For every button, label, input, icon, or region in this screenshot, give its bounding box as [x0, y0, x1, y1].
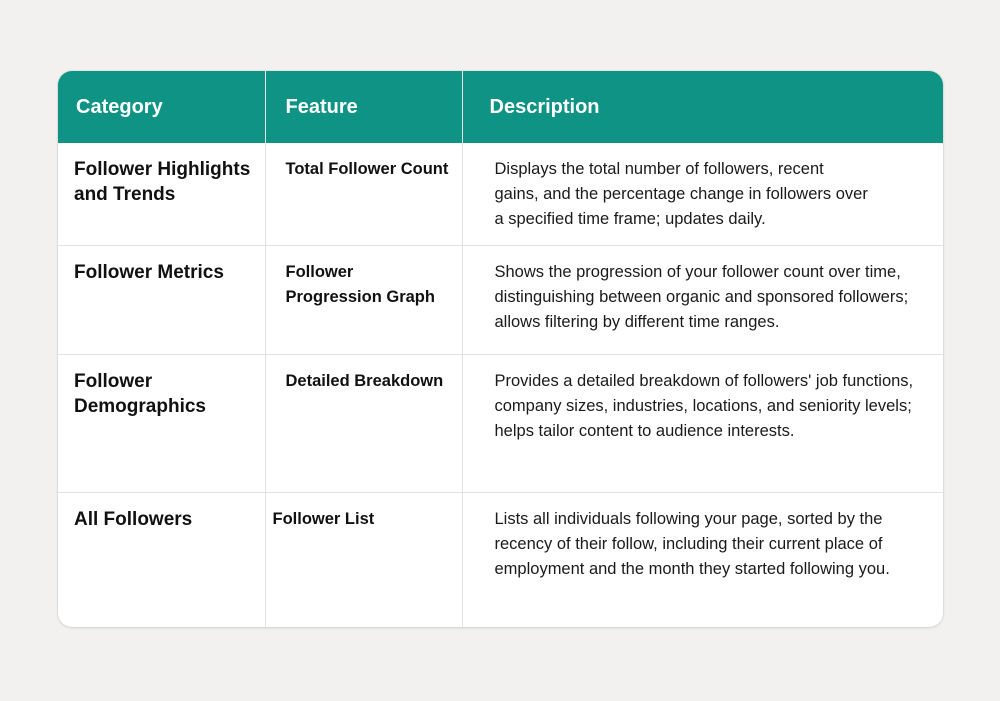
category-cell: All Followers: [58, 492, 265, 627]
category-cell: Follower Metrics: [58, 245, 265, 354]
feature-cell: Total Follower Count: [265, 143, 462, 245]
feature-table: [58, 71, 943, 627]
table-row: [58, 245, 943, 354]
category-cell: Follower Highlights and Trends: [58, 143, 265, 245]
table-row: [58, 143, 943, 245]
description-cell: Lists all individuals following your page, sorted by the recency of their follow, including their current place of employment and the month they started following you.: [494, 509, 890, 578]
category-cell: Follower Demographics: [58, 354, 265, 492]
table-body: [58, 143, 943, 627]
table-header: [58, 71, 943, 143]
feature-cell: Follower List: [265, 492, 462, 627]
description-cell: Shows the progression of your follower count over time, distinguishing between organic and sponsored followers; allows filtering by different time ranges.: [494, 262, 909, 331]
description-cell: Provides a detailed breakdown of followers' job functions, company sizes, industries, locations, and seniority levels; helps tailor content to audience interests.: [494, 371, 914, 440]
header-category: Category: [58, 71, 265, 143]
feature-cell: Detailed Breakdown: [265, 354, 462, 492]
header-description: Description: [489, 95, 600, 118]
feature-cell: Follower Progression Graph: [265, 245, 462, 354]
feature-table-card: [58, 71, 943, 627]
header-feature: Feature: [265, 71, 462, 143]
table-row: [58, 492, 943, 627]
description-cell: Displays the total number of followers, recent gains, and the percentage change in followers over a specified time frame; updates daily.: [494, 160, 868, 228]
header-row: [58, 71, 943, 143]
table-row: [58, 354, 943, 492]
